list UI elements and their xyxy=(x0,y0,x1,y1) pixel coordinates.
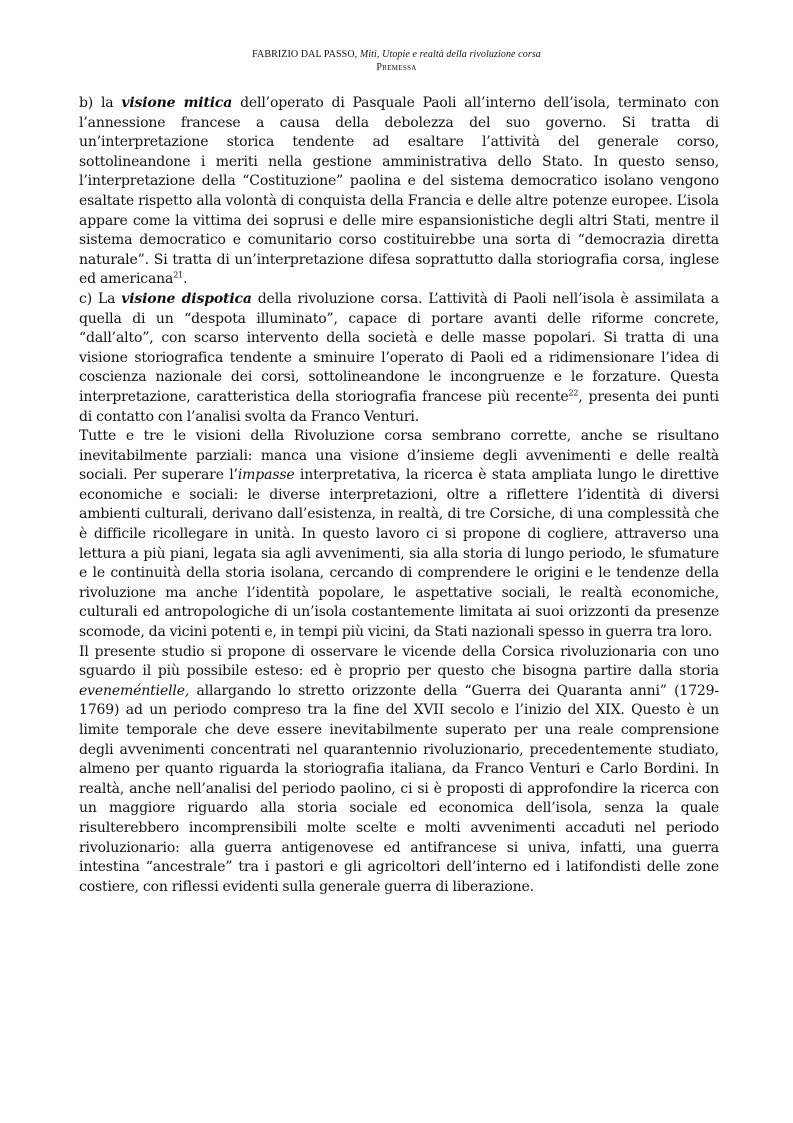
paragraph-presente-studio xyxy=(79,643,719,898)
header-title: Miti, Utopie e realtà della rivoluzione corsa xyxy=(359,49,541,60)
document-body xyxy=(79,94,719,897)
text-run: dell’operato di Pasquale Paoli all’interno dell’isola, terminato con l’annessione francese a causa della debolezza del suo governo. Si tratta di un’interpretazione storica tendente ad esaltare l’attività del generale corso, sottolineandone i meriti nella gestione amministrativa dello Stato. In questo senso, l’interpretazione della “Costituzione” paolina e del sistema democratico isolano vengono esaltate rispetto alla volontà di conquista della Francia e delle altre potenze europee. L’isola appare come la vittima dei soprusi e delle mire espansionistiche degli altri Stati, mentre il sistema democratico e comunitario corso costituirebbe una sorta di “democrazia diretta naturale”. Si tratta di un’interpretazione difesa soprattutto dalla storiografia corsa, inglese ed americana xyxy=(79,95,719,288)
text-run: Tutte e tre le visioni della Rivoluzione corsa sembrano corrette, anche se risultano inevitabilmente parziali: manca una visione d’insieme degli avvenimenti e delle realtà sociali. Per superare l’ xyxy=(79,428,719,484)
running-header xyxy=(0,48,793,74)
paragraph-visione-dispotica xyxy=(79,290,719,427)
header-author-title-line xyxy=(0,48,793,61)
footnote-ref-22: 22 xyxy=(568,388,579,398)
paragraph-tre-visioni xyxy=(79,427,719,643)
text-run: Il presente studio si propone di osservare le vicende della Corsica rivoluzionaria con uno sguardo il più possibile esteso: ed è proprio per questo che bisogna partire dalla storia xyxy=(79,643,719,680)
text-run: b) la xyxy=(79,95,122,111)
text-run: , presenta dei punti di contatto con l’analisi svolta da Franco Venturi. xyxy=(79,388,720,425)
emphasis-visione-mitica: visione mitica xyxy=(121,95,233,111)
footnote-ref-21: 21 xyxy=(173,270,184,280)
emphasis-visione-dispotica: visione dispotica xyxy=(121,290,252,307)
text-run: allargando lo stretto orizzonte della “Guerra dei Quaranta anni” (1729-1769) ad un periodo compreso tra la fine del XVII secolo e l’inizio del XIX. Questo è un limite temporale che deve essere inevitabilmente superato per una reale comprensione degli avvenimenti concentrati nel quarantennio rivoluzionario, precedentemente studiato, almeno per quanto riguarda la storiografia italiana, da Franco Venturi e Carlo Bordini. In realtà, anche nell’analisi del periodo paolino, ci si è proposti di approfondire la ricerca con un maggiore riguardo alla storia sociale ed economica dell’isola, senza la quale risulterebbero incomprensibili molte scelte e molti avvenimenti accaduti nel periodo rivoluzionario: alla guerra antigenovese ed antifrancese si univa, infatti, una guerra intestina “ancestrale” tra i pastori e gli agricoltori dell’interno ed i latifondisti delle zone costiere, con riflessi evidenti sulla generale guerra di liberazione. xyxy=(79,682,719,895)
text-run: della rivoluzione corsa. L’attività di Paoli nell’isola è assimilata a quella di un “despota illuminato”, capace di portare avanti delle riforme concrete, “dall’alto”, con scarso intervento della società e delle masse popolari. Si tratta di una visione storiografica tendente a sminuire l’operato di Paoli ed a ridimensionare l’idea di coscienza nazionale dei corsi, sottolineandone le incongruenze e le forzature. Questa interpretazione, caratteristica della storiografia francese più recente xyxy=(79,290,719,405)
emphasis-evenementielle: eveneméntielle, xyxy=(79,682,190,699)
text-run: . xyxy=(183,271,188,288)
emphasis-impasse: impasse xyxy=(237,467,295,484)
paragraph-visione-mitica xyxy=(79,94,719,290)
text-run: interpretativa, la ricerca è stata ampliata lungo le direttive economiche e sociali: le diverse interpretazioni, oltre a riflettere l’identità di diversi ambienti culturali, derivano dall’esistenza, in realtà, di tre Corsiche, di una complessità che è difficile ricollegare in unità. In questo lavoro ci si propone di cogliere, attraverso una lettura a più piani, legata sia agli avvenimenti, sia alla storia di lungo periodo, le sfumature e le continuità della storia isolana, cercando di comprendere le origini e le tendenze della rivoluzione ma anche l’identità popolare, le aspettative sociali, le realtà economiche, culturali ed antropologiche di un’isola costantemente limitata ai suoi orizzonti da presenze scomode, da vicini potenti e, in tempi più vicini, da Stati nazionali spesso in guerra tra loro. xyxy=(79,467,719,641)
header-author: FABRIZIO DAL PASSO, xyxy=(252,49,358,60)
header-section: Premessa xyxy=(376,62,417,73)
text-run: c) La xyxy=(79,290,122,307)
